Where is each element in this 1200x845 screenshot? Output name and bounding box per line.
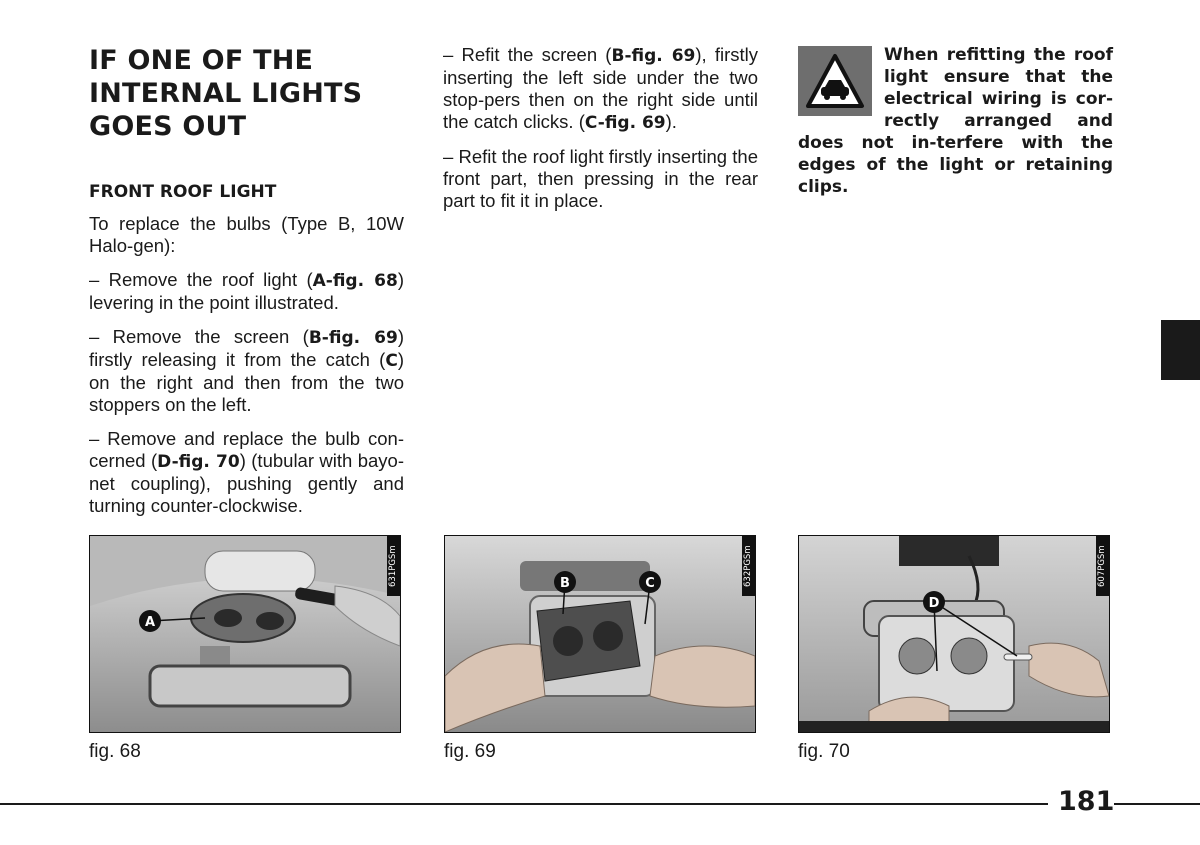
subsection-title: FRONT ROOF LIGHT xyxy=(89,182,277,202)
warning-car-triangle-icon xyxy=(798,46,872,116)
figure-reference: B-fig. 69 xyxy=(611,46,696,66)
figure-code: 631PGSm xyxy=(387,536,400,596)
step-remove-screen: – Remove the screen (B-fig. 69) firstly releasing it from the catch (C) on the right and then from the two stoppers on the left. xyxy=(89,326,404,415)
warning-box xyxy=(798,44,1113,210)
section-title: IF ONE OF THE INTERNAL LIGHTS GOES OUT xyxy=(89,45,363,142)
figure-68 xyxy=(89,535,401,733)
figure-68-caption: fig. 68 xyxy=(89,741,141,762)
figure-code: 607PGSm xyxy=(1096,536,1109,596)
footer-rule-left xyxy=(0,803,1048,805)
figure-code: 632PGSm xyxy=(742,536,755,596)
figure-reference: D-fig. 70 xyxy=(157,452,240,472)
figure-reference: C-fig. 69 xyxy=(584,113,666,133)
step-refit-screen: – Refit the screen (B-fig. 69), firstly inserting the left side under the two stop-pers then on the right side until the catch clicks. (C-fig. 69). xyxy=(443,44,759,133)
column-2 xyxy=(443,44,758,224)
figure-reference: C xyxy=(385,351,398,371)
section-thumb-tab xyxy=(1161,320,1200,380)
figure-69-caption: fig. 69 xyxy=(444,741,496,762)
figure-reference: B-fig. 69 xyxy=(308,328,398,348)
warning-text: When refitting the roof light ensure that the electrical wiring is cor-rectly arranged and does not in-terfere with the edges of the light or retaining clips. xyxy=(798,45,1113,197)
figure-70 xyxy=(798,535,1110,733)
step-replace-bulb: – Remove and replace the bulb con-cerned (D-fig. 70) (tubular with bayo-net coupling), pushing gently and turning counter-clockwise. xyxy=(89,428,404,516)
footer-rule-right xyxy=(1114,803,1200,805)
callout-d: D xyxy=(928,596,940,611)
step-refit-roof-light: – Refit the roof light firstly inserting the front part, then pressing in the rear part to fit it in place. xyxy=(443,146,758,211)
intro-paragraph: To replace the bulbs (Type B, 10W Halo-gen): xyxy=(89,213,404,256)
step-remove-roof-light: – Remove the roof light (A-fig. 68) levering in the point illustrated. xyxy=(89,269,405,313)
figure-69 xyxy=(444,535,756,733)
callout-a: A xyxy=(144,615,156,630)
figure-70-caption: fig. 70 xyxy=(798,741,850,762)
callout-c: C xyxy=(645,576,655,591)
page-number: 181 xyxy=(1058,786,1115,817)
column-1 xyxy=(89,44,404,529)
figure-reference: A-fig. 68 xyxy=(312,271,398,291)
callout-b: B xyxy=(560,576,570,591)
